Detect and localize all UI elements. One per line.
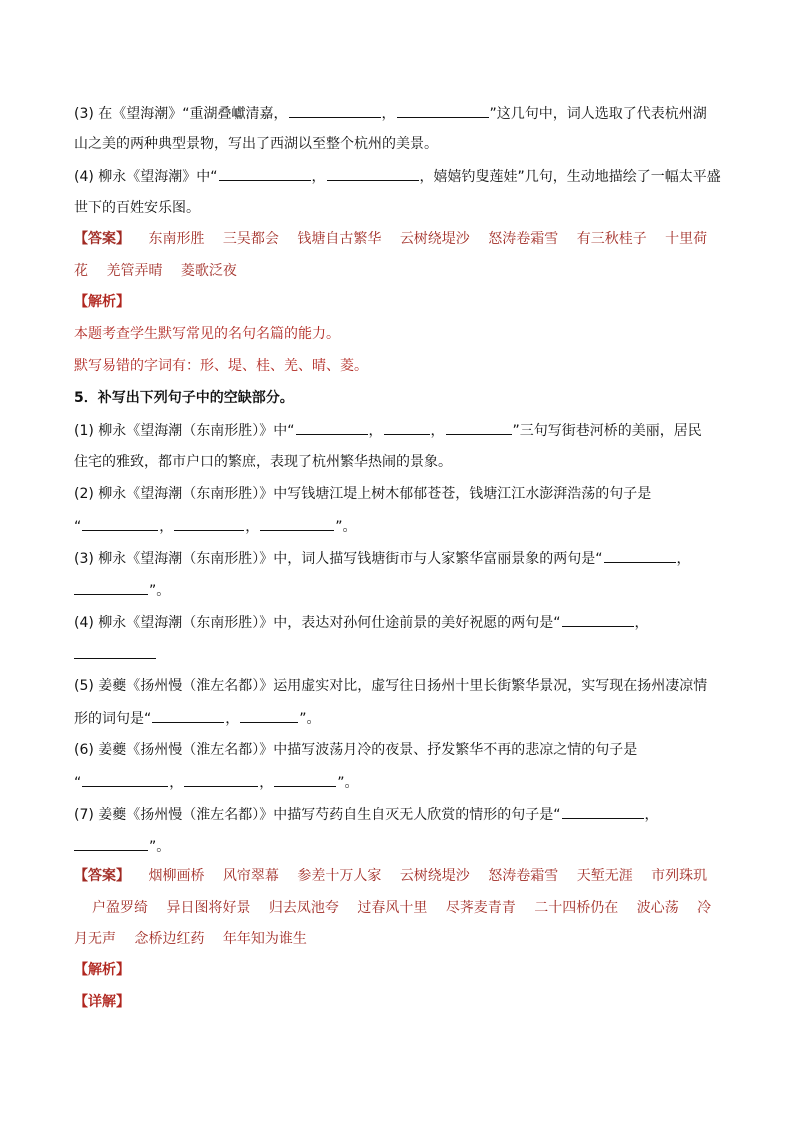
answers-4-line-1 bbox=[74, 229, 724, 249]
answer-item: 年年知为谁生 bbox=[222, 931, 307, 947]
answer-item: 钱塘自古繁华 bbox=[297, 231, 382, 247]
analysis-line-1: 本题考查学生默写常见的名句名篇的能力。 bbox=[74, 326, 340, 342]
answer-item: 烟柳画桥 bbox=[148, 868, 205, 884]
question-5-4-line-1: (4) 柳永《望海潮（东南形胜）》中，表达对孙何仕途前景的美好祝愿的两句是“ ， bbox=[74, 612, 724, 633]
question-5-7-line-1: (7) 姜夔《扬州慢（淮左名都）》中描写芍药自生自灭无人欣赏的情形的句子是“ ， bbox=[74, 804, 724, 825]
answer-item: 过春风十里 bbox=[357, 900, 428, 916]
answer-blank[interactable] bbox=[82, 772, 168, 787]
question-4-3-line-2: 山之美的两种典型景物，写出了西湖以至整个杭州的美景。 bbox=[74, 136, 438, 152]
answer-item: 归去凤池夸 bbox=[268, 900, 339, 916]
answer-blank[interactable] bbox=[327, 166, 419, 181]
answer-item: 三吴都会 bbox=[222, 231, 279, 247]
answer-item: 波心荡 bbox=[636, 900, 679, 916]
answer-item: 菱歌泛夜 bbox=[180, 263, 237, 279]
answer-item: 十里荷 bbox=[665, 231, 708, 247]
answer-item: 二十四桥仍在 bbox=[534, 900, 619, 916]
answer-blank[interactable] bbox=[296, 420, 368, 435]
question-5-5-line-2: 形的词句是“ ， ”。 bbox=[74, 708, 724, 729]
answer-blank[interactable] bbox=[82, 516, 158, 531]
answer-blank[interactable] bbox=[174, 516, 244, 531]
answer-blank[interactable] bbox=[604, 548, 676, 563]
answer-blank[interactable] bbox=[74, 644, 156, 659]
answer-item: 月无声 bbox=[74, 931, 116, 947]
answer-item: 花 bbox=[74, 263, 88, 279]
section-5-title: 5．补写出下列句子中的空缺部分。 bbox=[74, 390, 294, 406]
question-5-1-line-1: (1) 柳永《望海潮（东南形胜）》中“ ， ， ”三句写街巷河桥的美丽，居民 bbox=[74, 420, 724, 441]
answer-blank[interactable] bbox=[152, 708, 224, 723]
question-5-3-line-2: ”。 bbox=[74, 580, 724, 601]
analysis-line-2: 默写易错的字词有：形、堤、桂、羌、晴、菱。 bbox=[74, 358, 368, 374]
answer-item: 怒涛卷霜雪 bbox=[488, 231, 559, 247]
answer-item: 户盈罗绮 bbox=[92, 900, 148, 916]
question-5-6-line-2: “ ， ， ”。 bbox=[74, 772, 724, 793]
answer-item: 羌管弄晴 bbox=[106, 263, 163, 279]
answers-5-line-1 bbox=[74, 866, 724, 886]
answer-item: 市列珠玑 bbox=[651, 868, 708, 884]
question-5-3-line-1: (3) 柳永《望海潮（东南形胜）》中，词人描写钱塘街市与人家繁华富丽景象的两句是“ ， bbox=[74, 548, 724, 569]
question-5-6-line-1: (6) 姜夔《扬州慢（淮左名都）》中描写波荡月冷的夜景、抒发繁华不再的悲凉之情的句子是 bbox=[74, 742, 638, 758]
question-5-2-line-2: “ ， ， ”。 bbox=[74, 516, 724, 537]
answer-item: 风帘翠幕 bbox=[222, 868, 279, 884]
answers-5-line-2 bbox=[92, 898, 724, 918]
answer-label: 【答案】 bbox=[74, 231, 130, 247]
answers-4-line-2 bbox=[74, 261, 724, 281]
question-5-7-line-2: ”。 bbox=[74, 836, 724, 857]
question-5-5-line-1: (5) 姜夔《扬州慢（淮左名都）》运用虚实对比，虚写往日扬州十里长街繁华景况，实写现在扬州凄凉情 bbox=[74, 678, 708, 694]
answer-blank[interactable] bbox=[74, 580, 148, 595]
answer-item: 东南形胜 bbox=[148, 231, 205, 247]
answer-item: 天堑无涯 bbox=[576, 868, 633, 884]
answer-item: 冷 bbox=[697, 900, 712, 916]
answer-label: 【答案】 bbox=[74, 868, 130, 884]
answer-blank[interactable] bbox=[74, 836, 148, 851]
answer-item: 异日图将好景 bbox=[166, 900, 251, 916]
question-5-4-line-2 bbox=[74, 644, 724, 665]
detail-label-5: 【详解】 bbox=[74, 994, 130, 1010]
answer-blank[interactable] bbox=[219, 166, 311, 181]
answer-item: 有三秋桂子 bbox=[576, 231, 647, 247]
answer-blank[interactable] bbox=[562, 804, 644, 819]
answer-blank[interactable] bbox=[184, 772, 258, 787]
answer-item: 念桥边红药 bbox=[134, 931, 205, 947]
answer-blank[interactable] bbox=[289, 103, 381, 118]
answer-blank[interactable] bbox=[240, 708, 298, 723]
answers-5-line-3 bbox=[74, 929, 724, 949]
answer-item: 云树绕堤沙 bbox=[399, 868, 470, 884]
answer-blank[interactable] bbox=[446, 420, 512, 435]
answer-blank[interactable] bbox=[274, 772, 336, 787]
analysis-label-5: 【解析】 bbox=[74, 962, 130, 978]
answer-blank[interactable] bbox=[397, 103, 489, 118]
answer-item: 参差十万人家 bbox=[297, 868, 382, 884]
answer-item: 尽荠麦青青 bbox=[445, 900, 516, 916]
answer-blank[interactable] bbox=[384, 420, 430, 435]
question-4-3-line-1: (3) 在《望海潮》“重湖叠巘清嘉， ， ”这几句中，词人选取了代表杭州湖 bbox=[74, 103, 724, 124]
answer-item: 云树绕堤沙 bbox=[399, 231, 470, 247]
question-4-4-line-1: (4) 柳永《望海潮》中“ ， ，嬉嬉钓叟莲娃”几句，生动地描绘了一幅太平盛 bbox=[74, 166, 724, 187]
question-4-4-line-2: 世下的百姓安乐图。 bbox=[74, 200, 200, 216]
answer-item: 怒涛卷霜雪 bbox=[488, 868, 559, 884]
answer-blank[interactable] bbox=[562, 612, 634, 627]
analysis-label: 【解析】 bbox=[74, 294, 130, 310]
question-5-2-line-1: (2) 柳永《望海潮（东南形胜）》中写钱塘江堤上树木郁郁苍苍，钱塘江江水澎湃浩荡的句子是 bbox=[74, 486, 652, 502]
question-5-1-line-2: 住宅的雅致，都市户口的繁庶，表现了杭州繁华热闹的景象。 bbox=[74, 454, 452, 470]
answer-blank[interactable] bbox=[260, 516, 334, 531]
